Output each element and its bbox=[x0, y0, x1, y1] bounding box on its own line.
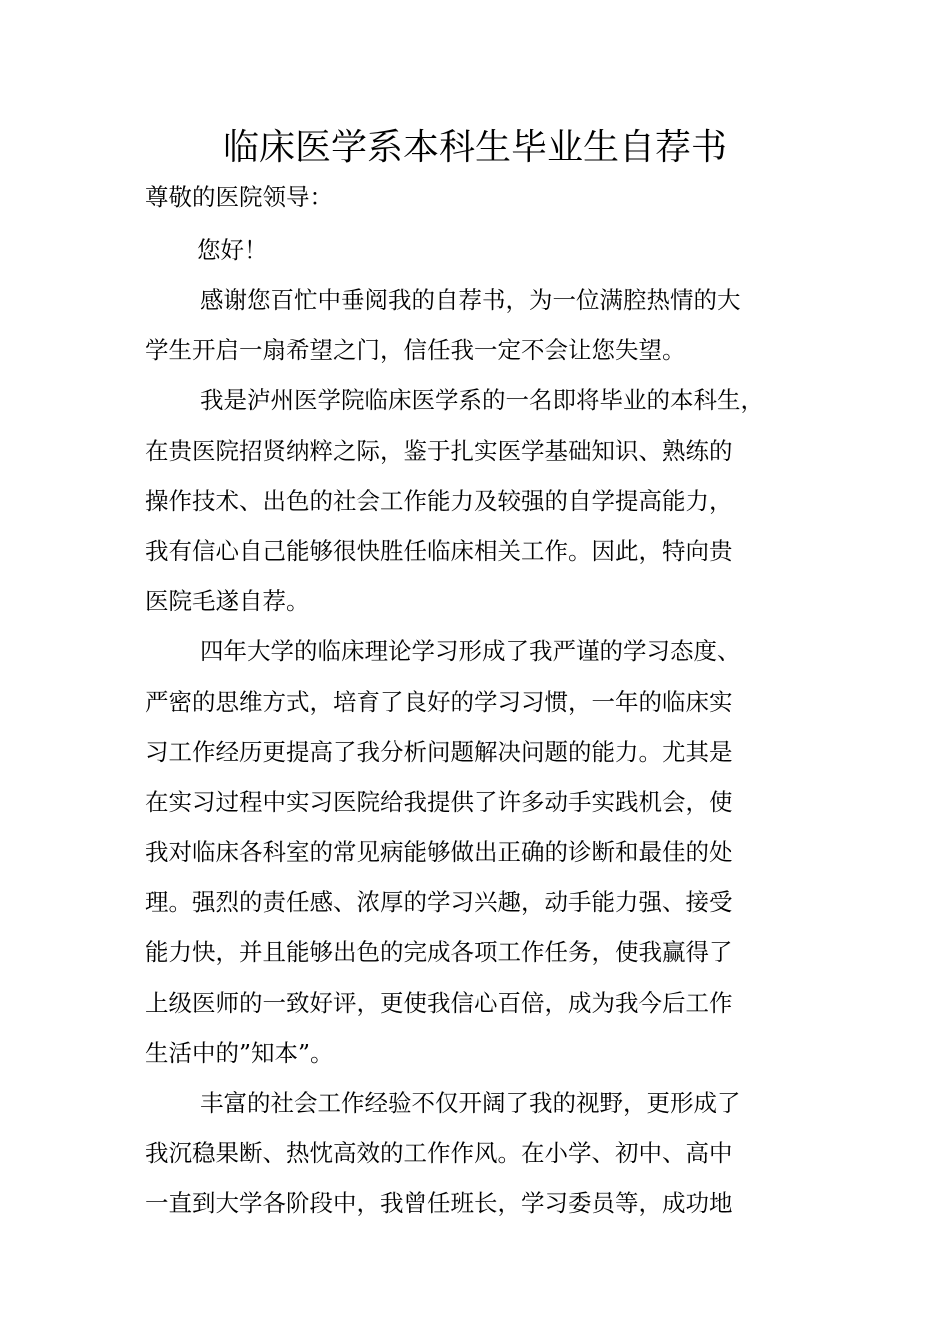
paragraph-line: 丰富的社会工作经验不仅开阔了我的视野，更形成了 bbox=[200, 1089, 741, 1117]
paragraph-2 bbox=[145, 375, 825, 626]
paragraph-line: 学生开启一扇希望之门，信任我一定不会让您失望。 bbox=[145, 336, 686, 365]
paragraph-line: 感谢您百忙中垂阅我的自荐书，为一位满腔热情的大 bbox=[200, 286, 741, 314]
paragraph-line: 上级医师的一致好评，更使我信心百倍，成为我今后工作 bbox=[145, 988, 733, 1017]
paragraph-line: 我有信心自己能够很快胜任临床相关工作。因此，特向贵 bbox=[145, 536, 733, 565]
paragraph-line: 一直到大学各阶段中，我曾任班长，学习委员等，成功地 bbox=[145, 1189, 733, 1218]
paragraph-line: 习工作经历更提高了我分析问题解决问题的能力。尤其是 bbox=[145, 737, 733, 766]
paragraph-line: 理。强烈的责任感、浓厚的学习兴趣，动手能力强、接受 bbox=[145, 888, 733, 917]
document-title: 临床医学系本科生毕业生自荐书 bbox=[222, 127, 727, 168]
paragraph-line: 能力快，并且能够出色的完成各项工作任务，使我赢得了 bbox=[145, 938, 733, 967]
paragraph-line: 在实习过程中实习医院给我提供了许多动手实践机会，使 bbox=[145, 787, 733, 816]
paragraph-line: 严密的思维方式，培育了良好的学习习惯，一年的临床实 bbox=[145, 687, 733, 716]
greeting: 您好！ bbox=[197, 236, 268, 264]
paragraph-line: 我是泸州医学院临床医学系的一名即将毕业的本科生， bbox=[200, 386, 764, 415]
paragraph-1 bbox=[145, 275, 825, 375]
paragraph-4 bbox=[145, 1078, 825, 1229]
paragraph-line: 在贵医院招贤纳粹之际，鉴于扎实医学基础知识、熟练的 bbox=[145, 436, 733, 465]
document-body bbox=[145, 172, 825, 1229]
paragraph-line: 我对临床各科室的常见病能够做出正确的诊断和最佳的处 bbox=[145, 838, 733, 867]
salutation: 尊敬的医院领导： bbox=[145, 183, 333, 211]
paragraph-line: 我沉稳果断、热忱高效的工作作风。在小学、初中、高中 bbox=[145, 1139, 733, 1168]
paragraph-line: 四年大学的临床理论学习形成了我严谨的学习态度、 bbox=[200, 637, 741, 666]
paragraph-line: 医院毛遂自荐。 bbox=[145, 587, 310, 616]
paragraph-line: 生活中的”知本”。 bbox=[145, 1038, 334, 1067]
paragraphs bbox=[145, 275, 825, 1229]
paragraph-line: 操作技术、出色的社会工作能力及较强的自学提高能力， bbox=[145, 486, 733, 515]
paragraph-3 bbox=[145, 626, 825, 1078]
